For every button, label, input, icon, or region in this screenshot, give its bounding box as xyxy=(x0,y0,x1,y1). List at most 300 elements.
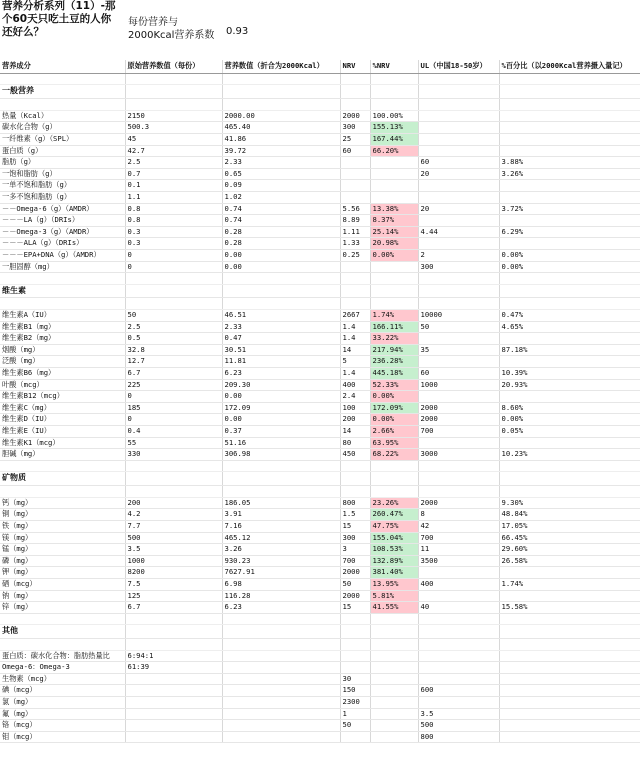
column-header[interactable]: %百分比（以2000Kcal营养摄入量记） xyxy=(499,60,640,73)
table-cell[interactable]: 0.00 xyxy=(222,391,340,403)
table-cell[interactable]: 700 xyxy=(340,555,370,567)
table-cell[interactable]: 46.51 xyxy=(222,310,340,322)
table-cell[interactable]: 2.4 xyxy=(340,391,370,403)
column-header[interactable]: %NRV xyxy=(370,60,418,73)
table-cell[interactable]: 381.40% xyxy=(370,567,418,579)
table-cell[interactable]: 2000 xyxy=(340,110,370,122)
table-cell[interactable] xyxy=(340,180,370,192)
table-cell[interactable]: 132.89% xyxy=(370,555,418,567)
table-cell[interactable]: 3000 xyxy=(418,449,499,461)
table-cell[interactable] xyxy=(370,460,418,472)
table-cell[interactable]: 800 xyxy=(340,497,370,509)
table-cell[interactable] xyxy=(499,191,640,203)
nutrient-name-cell[interactable]: 矿物质 xyxy=(0,472,125,486)
nutrient-name-cell[interactable]: －－Omega-3（g）（AMDR） xyxy=(0,226,125,238)
table-cell[interactable]: 445.18% xyxy=(370,368,418,380)
table-cell[interactable]: 13.95% xyxy=(370,578,418,590)
table-cell[interactable]: 700 xyxy=(418,426,499,438)
table-cell[interactable]: 2 xyxy=(418,249,499,261)
nutrient-name-cell[interactable]: 维生素E（IU） xyxy=(0,426,125,438)
table-cell[interactable] xyxy=(370,85,418,99)
table-cell[interactable] xyxy=(222,85,340,99)
column-header[interactable]: 营养成分 xyxy=(0,60,125,73)
nutrient-name-cell[interactable]: 叶酸（mcg） xyxy=(0,379,125,391)
table-cell[interactable] xyxy=(418,333,499,345)
table-cell[interactable]: 20.93% xyxy=(499,379,640,391)
table-cell[interactable]: 1.74% xyxy=(370,310,418,322)
table-cell[interactable] xyxy=(125,486,222,498)
table-cell[interactable] xyxy=(370,298,418,310)
table-cell[interactable] xyxy=(222,639,340,651)
table-cell[interactable]: 150 xyxy=(340,685,370,697)
nutrient-name-cell[interactable]: 维生素B6（mg） xyxy=(0,368,125,380)
table-cell[interactable]: 8.37% xyxy=(370,215,418,227)
table-cell[interactable] xyxy=(125,85,222,99)
table-cell[interactable] xyxy=(499,284,640,298)
nutrient-name-cell[interactable]: 磷（mg） xyxy=(0,555,125,567)
table-cell[interactable] xyxy=(340,298,370,310)
table-cell[interactable] xyxy=(418,273,499,285)
table-cell[interactable]: 0.28 xyxy=(222,226,340,238)
table-cell[interactable]: 2150 xyxy=(125,110,222,122)
nutrient-name-cell[interactable]: 碳水化合物（g） xyxy=(0,122,125,134)
nutrient-name-cell[interactable]: 钼（mcg） xyxy=(0,731,125,743)
table-cell[interactable]: 3.5 xyxy=(418,708,499,720)
table-cell[interactable]: 50 xyxy=(125,310,222,322)
nutrient-name-cell[interactable]: 镁（mg） xyxy=(0,532,125,544)
table-cell[interactable] xyxy=(499,110,640,122)
table-cell[interactable]: 6.7 xyxy=(125,602,222,614)
table-cell[interactable]: 42.7 xyxy=(125,145,222,157)
table-cell[interactable] xyxy=(222,273,340,285)
table-cell[interactable] xyxy=(499,238,640,250)
table-cell[interactable]: 45 xyxy=(125,133,222,145)
table-cell[interactable] xyxy=(340,261,370,273)
table-cell[interactable]: 236.28% xyxy=(370,356,418,368)
table-cell[interactable]: 10.39% xyxy=(499,368,640,380)
table-cell[interactable]: 7.16 xyxy=(222,520,340,532)
table-cell[interactable]: 2.66% xyxy=(370,426,418,438)
table-cell[interactable] xyxy=(222,625,340,639)
table-cell[interactable]: 66.45% xyxy=(499,532,640,544)
nutrient-name-cell[interactable]: 一纤维素（g）（SPL） xyxy=(0,133,125,145)
table-cell[interactable]: 172.09 xyxy=(222,402,340,414)
table-cell[interactable]: 51.16 xyxy=(222,437,340,449)
table-cell[interactable]: 0.00% xyxy=(370,414,418,426)
table-cell[interactable]: 4.2 xyxy=(125,509,222,521)
table-cell[interactable]: 465.12 xyxy=(222,532,340,544)
table-cell[interactable] xyxy=(340,99,370,111)
table-cell[interactable]: 0.00% xyxy=(370,249,418,261)
table-cell[interactable] xyxy=(125,613,222,625)
table-cell[interactable] xyxy=(418,73,499,85)
table-cell[interactable]: 14 xyxy=(340,344,370,356)
table-cell[interactable] xyxy=(499,273,640,285)
table-cell[interactable]: 80 xyxy=(340,437,370,449)
table-cell[interactable] xyxy=(499,85,640,99)
nutrient-name-cell[interactable] xyxy=(0,613,125,625)
table-cell[interactable]: 17.05% xyxy=(499,520,640,532)
table-cell[interactable]: 30.51 xyxy=(222,344,340,356)
table-cell[interactable] xyxy=(418,625,499,639)
table-cell[interactable]: 2000 xyxy=(340,590,370,602)
nutrient-name-cell[interactable]: 一多不饱和脂肪（g） xyxy=(0,191,125,203)
table-cell[interactable] xyxy=(125,685,222,697)
table-cell[interactable] xyxy=(370,284,418,298)
table-cell[interactable]: 20 xyxy=(418,203,499,215)
table-cell[interactable]: 9.30% xyxy=(499,497,640,509)
table-cell[interactable]: 20.98% xyxy=(370,238,418,250)
table-cell[interactable]: 47.75% xyxy=(370,520,418,532)
nutrient-name-cell[interactable]: 一单不饱和脂肪（g） xyxy=(0,180,125,192)
table-cell[interactable] xyxy=(222,731,340,743)
table-cell[interactable]: 15.58% xyxy=(499,602,640,614)
table-cell[interactable] xyxy=(418,238,499,250)
nutrient-name-cell[interactable]: 铜（mg） xyxy=(0,509,125,521)
table-cell[interactable]: 2000 xyxy=(418,402,499,414)
table-cell[interactable]: 2300 xyxy=(340,697,370,709)
table-cell[interactable]: 1 xyxy=(340,708,370,720)
nutrient-name-cell[interactable]: 泛酸（mg） xyxy=(0,356,125,368)
table-cell[interactable]: 6.23 xyxy=(222,602,340,614)
table-cell[interactable]: 35 xyxy=(418,344,499,356)
nutrient-name-cell[interactable]: 维生素 xyxy=(0,284,125,298)
table-cell[interactable]: 450 xyxy=(340,449,370,461)
table-cell[interactable]: 500 xyxy=(418,720,499,732)
table-cell[interactable]: 87.18% xyxy=(499,344,640,356)
table-cell[interactable]: 0.28 xyxy=(222,238,340,250)
table-cell[interactable] xyxy=(418,673,499,685)
table-cell[interactable]: 700 xyxy=(418,532,499,544)
table-cell[interactable]: 0.8 xyxy=(125,203,222,215)
table-cell[interactable]: 0.4 xyxy=(125,426,222,438)
table-cell[interactable] xyxy=(340,613,370,625)
table-cell[interactable] xyxy=(222,73,340,85)
table-cell[interactable]: 186.05 xyxy=(222,497,340,509)
table-cell[interactable]: 68.22% xyxy=(370,449,418,461)
table-cell[interactable]: 3.5 xyxy=(125,544,222,556)
nutrient-name-cell[interactable]: －－－EPA+DNA（g）（AMDR） xyxy=(0,249,125,261)
table-cell[interactable] xyxy=(499,333,640,345)
table-cell[interactable]: 0.3 xyxy=(125,238,222,250)
table-cell[interactable] xyxy=(499,486,640,498)
table-cell[interactable]: 50 xyxy=(418,321,499,333)
table-cell[interactable] xyxy=(340,273,370,285)
table-cell[interactable]: 7627.91 xyxy=(222,567,340,579)
table-cell[interactable] xyxy=(222,284,340,298)
table-cell[interactable]: 2.33 xyxy=(222,157,340,169)
table-cell[interactable]: 11 xyxy=(418,544,499,556)
nutrient-name-cell[interactable] xyxy=(0,73,125,85)
table-cell[interactable] xyxy=(125,639,222,651)
table-cell[interactable] xyxy=(418,391,499,403)
table-cell[interactable]: 1.5 xyxy=(340,509,370,521)
nutrient-name-cell[interactable]: 蛋白质：碳水化合物：脂肪热量比 xyxy=(0,650,125,662)
table-cell[interactable] xyxy=(418,110,499,122)
table-cell[interactable]: 108.53% xyxy=(370,544,418,556)
nutrient-name-cell[interactable]: 钾（mg） xyxy=(0,567,125,579)
table-cell[interactable]: 0.00 xyxy=(222,261,340,273)
table-cell[interactable] xyxy=(222,613,340,625)
table-cell[interactable]: 0.09 xyxy=(222,180,340,192)
table-cell[interactable]: 0.00% xyxy=(499,414,640,426)
table-cell[interactable]: 5.56 xyxy=(340,203,370,215)
table-cell[interactable] xyxy=(222,460,340,472)
table-cell[interactable] xyxy=(499,613,640,625)
table-cell[interactable] xyxy=(340,650,370,662)
table-cell[interactable]: 1000 xyxy=(125,555,222,567)
table-cell[interactable] xyxy=(499,215,640,227)
table-cell[interactable]: 50 xyxy=(340,578,370,590)
table-cell[interactable]: 2.33 xyxy=(222,321,340,333)
table-cell[interactable]: 6:94:1 xyxy=(125,650,222,662)
table-cell[interactable]: 0.3 xyxy=(125,226,222,238)
table-cell[interactable]: 8.60% xyxy=(499,402,640,414)
table-cell[interactable] xyxy=(125,708,222,720)
table-cell[interactable]: 20 xyxy=(418,168,499,180)
table-cell[interactable]: 0.37 xyxy=(222,426,340,438)
table-cell[interactable] xyxy=(499,356,640,368)
table-cell[interactable]: 400 xyxy=(418,578,499,590)
column-header[interactable]: 原始营养数值（每份） xyxy=(125,60,222,73)
table-cell[interactable]: 7.7 xyxy=(125,520,222,532)
nutrient-name-cell[interactable] xyxy=(0,639,125,651)
table-cell[interactable]: 1.74% xyxy=(499,578,640,590)
table-cell[interactable] xyxy=(222,298,340,310)
table-cell[interactable] xyxy=(499,472,640,486)
table-cell[interactable] xyxy=(499,625,640,639)
nutrient-name-cell[interactable]: 锰（mg） xyxy=(0,544,125,556)
table-cell[interactable]: 930.23 xyxy=(222,555,340,567)
table-cell[interactable]: 12.7 xyxy=(125,356,222,368)
table-cell[interactable]: 26.58% xyxy=(499,555,640,567)
table-cell[interactable]: 7.5 xyxy=(125,578,222,590)
table-cell[interactable] xyxy=(418,639,499,651)
table-cell[interactable]: 0.74 xyxy=(222,215,340,227)
table-cell[interactable] xyxy=(370,639,418,651)
table-cell[interactable]: 52.33% xyxy=(370,379,418,391)
table-cell[interactable] xyxy=(340,460,370,472)
table-cell[interactable] xyxy=(499,685,640,697)
table-cell[interactable]: 167.44% xyxy=(370,133,418,145)
table-cell[interactable] xyxy=(499,650,640,662)
table-cell[interactable] xyxy=(370,720,418,732)
table-cell[interactable]: 0 xyxy=(125,391,222,403)
table-cell[interactable]: 0.8 xyxy=(125,215,222,227)
table-cell[interactable]: 2000 xyxy=(418,414,499,426)
table-cell[interactable] xyxy=(370,168,418,180)
table-cell[interactable]: 1.4 xyxy=(340,368,370,380)
table-cell[interactable] xyxy=(222,697,340,709)
nutrient-name-cell[interactable]: 维生素B2（mg） xyxy=(0,333,125,345)
table-cell[interactable] xyxy=(370,697,418,709)
nutrient-name-cell[interactable]: 铬（mcg） xyxy=(0,720,125,732)
table-cell[interactable]: 1.1 xyxy=(125,191,222,203)
table-cell[interactable]: 23.26% xyxy=(370,497,418,509)
table-cell[interactable]: 63.95% xyxy=(370,437,418,449)
table-cell[interactable] xyxy=(370,673,418,685)
nutrient-name-cell[interactable]: 一饱和脂肪（g） xyxy=(0,168,125,180)
table-cell[interactable]: 8200 xyxy=(125,567,222,579)
table-cell[interactable]: 1000 xyxy=(418,379,499,391)
table-cell[interactable]: 100 xyxy=(340,402,370,414)
table-cell[interactable] xyxy=(418,298,499,310)
table-cell[interactable] xyxy=(370,191,418,203)
table-cell[interactable]: 42 xyxy=(418,520,499,532)
nutrient-name-cell[interactable]: 生物素（mcg） xyxy=(0,673,125,685)
nutrient-name-cell[interactable]: 维生素B1（mg） xyxy=(0,321,125,333)
table-cell[interactable]: 3.88% xyxy=(499,157,640,169)
nutrient-name-cell[interactable]: 铁（mg） xyxy=(0,520,125,532)
table-cell[interactable]: 3500 xyxy=(418,555,499,567)
table-cell[interactable] xyxy=(370,157,418,169)
table-cell[interactable] xyxy=(418,590,499,602)
table-cell[interactable]: 0 xyxy=(125,414,222,426)
table-cell[interactable] xyxy=(370,625,418,639)
table-cell[interactable]: 60 xyxy=(340,145,370,157)
table-cell[interactable]: 172.09% xyxy=(370,402,418,414)
table-cell[interactable] xyxy=(418,662,499,674)
table-cell[interactable]: 50 xyxy=(340,720,370,732)
table-cell[interactable] xyxy=(222,720,340,732)
nutrient-name-cell[interactable]: 胆碱（mg） xyxy=(0,449,125,461)
table-cell[interactable] xyxy=(499,437,640,449)
table-cell[interactable]: 0.05% xyxy=(499,426,640,438)
table-cell[interactable]: 32.8 xyxy=(125,344,222,356)
table-cell[interactable]: 2000 xyxy=(418,497,499,509)
nutrient-name-cell[interactable]: 钠（mg） xyxy=(0,590,125,602)
table-cell[interactable] xyxy=(499,731,640,743)
nutrient-name-cell[interactable]: 一胆固醇（mg） xyxy=(0,261,125,273)
table-cell[interactable]: 33.22% xyxy=(370,333,418,345)
table-cell[interactable]: 0 xyxy=(125,261,222,273)
table-cell[interactable]: 225 xyxy=(125,379,222,391)
table-cell[interactable] xyxy=(340,73,370,85)
table-cell[interactable]: 209.30 xyxy=(222,379,340,391)
table-cell[interactable] xyxy=(499,122,640,134)
table-cell[interactable]: 300 xyxy=(340,532,370,544)
table-cell[interactable]: 1.33 xyxy=(340,238,370,250)
table-cell[interactable] xyxy=(340,284,370,298)
nutrient-name-cell[interactable]: 碘（mcg） xyxy=(0,685,125,697)
table-cell[interactable]: 0.47 xyxy=(222,333,340,345)
table-cell[interactable]: 155.04% xyxy=(370,532,418,544)
table-cell[interactable]: 300 xyxy=(418,261,499,273)
table-cell[interactable] xyxy=(340,85,370,99)
nutrient-name-cell[interactable]: －－－LA（g）（DRIs） xyxy=(0,215,125,227)
nutrient-name-cell[interactable]: 烟酸（mg） xyxy=(0,344,125,356)
table-cell[interactable]: 185 xyxy=(125,402,222,414)
column-header[interactable]: 营养数值（折合为2000Kcal） xyxy=(222,60,340,73)
table-cell[interactable]: 330 xyxy=(125,449,222,461)
nutrient-name-cell[interactable] xyxy=(0,460,125,472)
table-cell[interactable] xyxy=(418,697,499,709)
table-cell[interactable] xyxy=(370,99,418,111)
table-cell[interactable]: 60 xyxy=(418,157,499,169)
table-cell[interactable]: 465.40 xyxy=(222,122,340,134)
table-cell[interactable]: 2.5 xyxy=(125,157,222,169)
table-cell[interactable]: 3.91 xyxy=(222,509,340,521)
table-cell[interactable] xyxy=(418,145,499,157)
table-cell[interactable] xyxy=(222,708,340,720)
table-cell[interactable] xyxy=(418,85,499,99)
nutrient-name-cell[interactable]: 锌（mg） xyxy=(0,602,125,614)
table-cell[interactable] xyxy=(418,437,499,449)
table-cell[interactable] xyxy=(499,180,640,192)
table-cell[interactable] xyxy=(125,460,222,472)
table-cell[interactable] xyxy=(340,168,370,180)
table-cell[interactable] xyxy=(370,273,418,285)
table-cell[interactable]: 1.4 xyxy=(340,333,370,345)
table-cell[interactable] xyxy=(370,708,418,720)
table-cell[interactable]: 125 xyxy=(125,590,222,602)
table-cell[interactable]: 8 xyxy=(418,509,499,521)
table-cell[interactable] xyxy=(370,180,418,192)
table-cell[interactable] xyxy=(370,731,418,743)
table-cell[interactable]: 41.86 xyxy=(222,133,340,145)
table-cell[interactable]: 200 xyxy=(125,497,222,509)
table-cell[interactable] xyxy=(418,650,499,662)
table-cell[interactable] xyxy=(340,625,370,639)
table-cell[interactable] xyxy=(499,460,640,472)
table-cell[interactable]: 0.25 xyxy=(340,249,370,261)
table-cell[interactable]: 6.98 xyxy=(222,578,340,590)
table-cell[interactable]: 0.00 xyxy=(222,249,340,261)
table-cell[interactable]: 1.02 xyxy=(222,191,340,203)
nutrient-name-cell[interactable]: 蛋白质（g） xyxy=(0,145,125,157)
nutrient-name-cell[interactable] xyxy=(0,273,125,285)
table-cell[interactable]: 0 xyxy=(125,249,222,261)
table-cell[interactable]: 29.60% xyxy=(499,544,640,556)
nutrient-name-cell[interactable]: 维生素A（IU） xyxy=(0,310,125,322)
table-cell[interactable] xyxy=(418,567,499,579)
table-cell[interactable]: 217.94% xyxy=(370,344,418,356)
table-cell[interactable]: 13.38% xyxy=(370,203,418,215)
table-cell[interactable] xyxy=(418,472,499,486)
table-cell[interactable]: 2000.00 xyxy=(222,110,340,122)
column-header[interactable]: UL（中国18-50岁） xyxy=(418,60,499,73)
table-cell[interactable] xyxy=(125,697,222,709)
table-cell[interactable]: 1.4 xyxy=(340,321,370,333)
table-cell[interactable]: 1.11 xyxy=(340,226,370,238)
table-cell[interactable] xyxy=(370,662,418,674)
table-cell[interactable] xyxy=(222,673,340,685)
table-cell[interactable]: 60 xyxy=(418,368,499,380)
table-cell[interactable]: 40 xyxy=(418,602,499,614)
table-cell[interactable] xyxy=(125,731,222,743)
nutrient-name-cell[interactable]: －－Omega-6（g）（AMDR） xyxy=(0,203,125,215)
table-cell[interactable] xyxy=(125,625,222,639)
nutrient-name-cell[interactable]: 钙（mg） xyxy=(0,497,125,509)
table-cell[interactable] xyxy=(418,133,499,145)
table-cell[interactable]: 0.65 xyxy=(222,168,340,180)
nutrient-name-cell[interactable] xyxy=(0,486,125,498)
table-cell[interactable]: 8.89 xyxy=(340,215,370,227)
table-cell[interactable]: 39.72 xyxy=(222,145,340,157)
table-cell[interactable] xyxy=(418,460,499,472)
table-cell[interactable] xyxy=(370,486,418,498)
table-cell[interactable]: 55 xyxy=(125,437,222,449)
table-cell[interactable]: 14 xyxy=(340,426,370,438)
table-cell[interactable]: 0.74 xyxy=(222,203,340,215)
table-cell[interactable] xyxy=(370,73,418,85)
table-cell[interactable]: 4.65% xyxy=(499,321,640,333)
table-cell[interactable] xyxy=(499,673,640,685)
table-cell[interactable]: 3.26 xyxy=(222,544,340,556)
table-cell[interactable] xyxy=(499,99,640,111)
table-cell[interactable]: 200 xyxy=(340,414,370,426)
table-cell[interactable]: 306.98 xyxy=(222,449,340,461)
